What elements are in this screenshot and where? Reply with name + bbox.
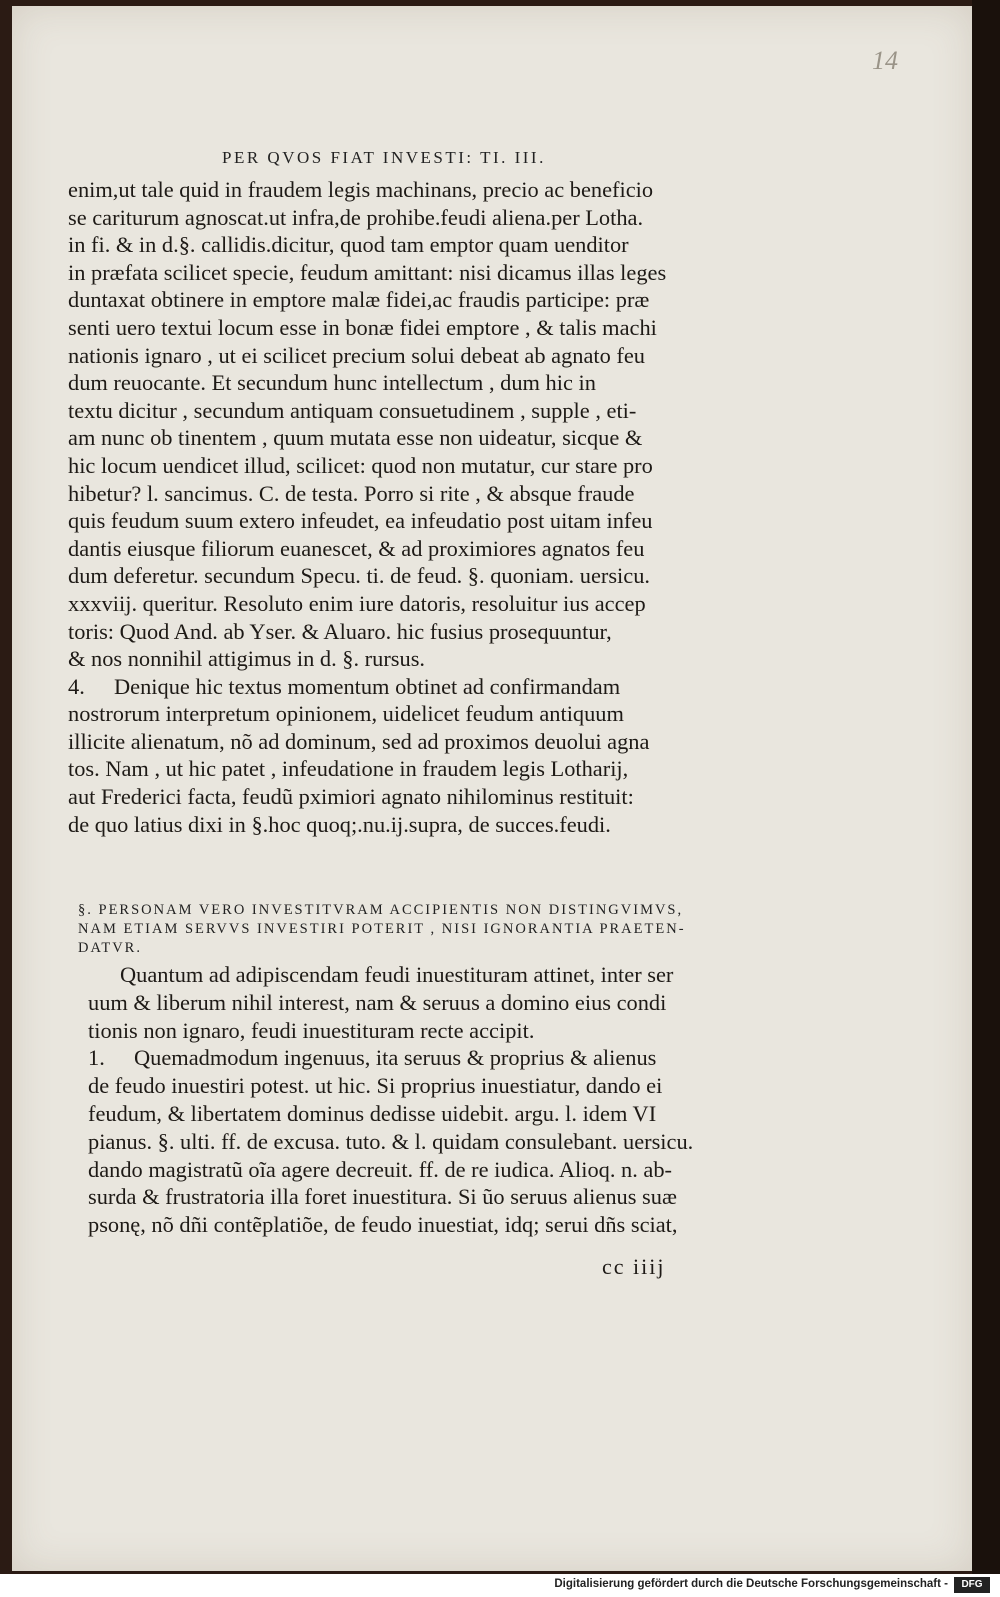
- text-line: Denique hic textus momentum obtinet ad confirmandam: [114, 673, 621, 699]
- text-line: dum deferetur. secundum Specu. ti. de feud. §. quoniam. uersicu.: [68, 563, 651, 589]
- paragraph-1-first-line: [88, 1044, 768, 1072]
- text-line: tos. Nam , ut hic patet , infeudatione in fraudem legis Lotharij,: [68, 756, 629, 782]
- text-line: dum reuocante. Et secundum hunc intellectum , dum hic in: [68, 370, 596, 396]
- text-line: toris: Quod And. ab Yser. & Aluaro. hic fusius prosequuntur,: [68, 618, 612, 644]
- text-line: se cariturum agnoscat.ut infra,de prohibe.feudi aliena.per Lotha.: [68, 204, 644, 230]
- text-line: am nunc ob tinentem , quum mutata esse non uideatur, sicque &: [68, 425, 643, 451]
- text-line: senti uero textui locum esse in bonæ fidei emptore , & talis machi: [68, 314, 657, 340]
- folio-number: 14: [872, 46, 898, 75]
- text-line: de feudo inuestiri potest. ut hic. Si proprius inuestiatur, dando ei: [88, 1073, 663, 1099]
- text-line: illicite alienatum, nõ ad dominum, sed ad proximos deuolui agna: [68, 728, 650, 754]
- text-line: aut Frederici facta, feudũ pximiori agnato nihilominus restituit:: [68, 784, 634, 810]
- footer-credit: Digitalisierung gefördert durch die Deutsche Forschungsgemeinschaft -: [554, 1578, 948, 1590]
- text-line: nationis ignaro , ut ei scilicet precium solui debeat ab agnato feu: [68, 342, 645, 368]
- heading-line: NAM ETIAM SERVVS INVESTIRI POTERIT , NISI IGNORANTIA PRAETEN-: [78, 921, 686, 937]
- text-line: dantis eiusque filiorum euanescet, & ad proximiores agnatos feu: [68, 535, 645, 561]
- running-head: PER QVOS FIAT INVESTI: TI. III.: [222, 148, 546, 167]
- footer-bar: [0, 1574, 1000, 1597]
- text-line: & nos nonnihil attigimus in d. §. rursus.: [68, 646, 426, 672]
- text-line: hibetur? l. sancimus. C. de testa. Porro si rite , & absque fraude: [68, 480, 635, 506]
- text-line: enim,ut tale quid in fraudem legis machinans, precio ac beneficio: [68, 177, 654, 202]
- text-line: [88, 961, 768, 989]
- text-line: in fi. & in d.§. callidis.dicitur, quod tam emptor quam uenditor: [68, 232, 629, 258]
- text-line: quis feudum suum extero infeudet, ea infeudatio post uitam infeu: [68, 508, 653, 534]
- text-line: tionis non ignaro, feudi inuestituram recte accipit.: [88, 1017, 535, 1043]
- section-heading: [78, 901, 768, 958]
- heading-line: DATVR.: [78, 940, 142, 956]
- text-line: pianus. §. ulti. ff. de excusa. tuto. & l. quidam consulebant. uersicu.: [88, 1128, 694, 1154]
- text-line-content: Quantum ad adipiscendam feudi inuestituram attinet, inter ser: [120, 962, 674, 987]
- paragraph-number: 4.: [68, 673, 85, 699]
- text-line: duntaxat obtinere in emptore malæ fidei,ac fraudis participe: præ: [68, 287, 650, 313]
- text-line: nostrorum interpretum opinionem, uidelicet feudum antiquum: [68, 701, 624, 727]
- signature-mark: cc iiij: [602, 1254, 666, 1279]
- text-line: Quemadmodum ingenuus, ita seruus & proprius & alienus: [134, 1045, 657, 1071]
- text-line: psonę, nõ dñi contẽplatiõe, de feudo inuestiat, idq; serui dñs sciat,: [88, 1212, 678, 1238]
- text-line: hic locum uendicet illud, scilicet: quod non mutatur, cur stare pro: [68, 452, 653, 478]
- text-line: dando magistratũ oĩa agere decreuit. ff. de re iudica. Alioq. n. ab-: [88, 1156, 673, 1182]
- book-page: [12, 6, 972, 1571]
- text-line: uum & liberum nihil interest, nam & seruus a domino eius condi: [88, 989, 667, 1015]
- text-line: in præfata scilicet specie, feudum amittant: nisi dicamus illas leges: [68, 259, 667, 285]
- text-line: surda & frustratoria illa foret inuestitura. Si ũo seruus alienus suæ: [88, 1184, 677, 1210]
- dfg-logo: DFG: [954, 1577, 990, 1593]
- text-line: xxxviij. queritur. Resoluto enim iure datoris, resoluitur ius accep: [68, 590, 646, 616]
- text-line: textu dicitur , secundum antiquam consuetudinem , supple , eti-: [68, 397, 637, 423]
- paragraph-4-first-line: [68, 673, 748, 701]
- scan-edge: [972, 0, 1000, 1574]
- paragraph-number: 1.: [88, 1045, 105, 1071]
- text-line: de quo latius dixi in §.hoc quoq;.nu.ij.supra, de succes.feudi.: [68, 811, 611, 837]
- main-text-block: [68, 176, 748, 838]
- heading-line: §. PERSONAM VERO INVESTITVRAM ACCIPIENTIS NON DISTINGVIMVS,: [78, 902, 684, 918]
- section-text-block: [88, 961, 768, 1239]
- text-line: feudum, & libertatem dominus dedisse uidebit. argu. l. idem VI: [88, 1100, 657, 1126]
